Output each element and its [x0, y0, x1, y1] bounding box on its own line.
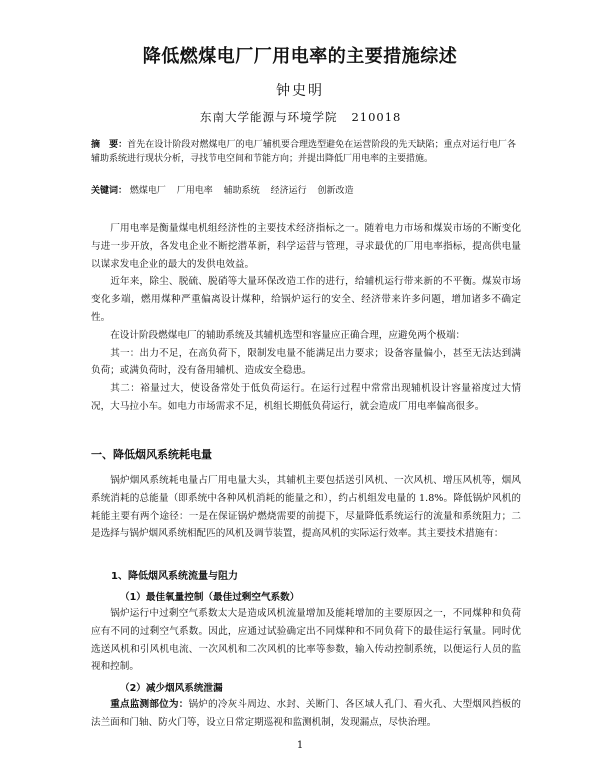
- abstract-label: 摘 要：: [91, 140, 128, 150]
- keyword-item: 创新改造: [317, 186, 354, 196]
- item-2-text: 锅炉的冷灰斗周边、水封、关断门、各区域人孔门、看火孔、大型烟风挡板的法兰面和门轴、防火门等，设立日常定期巡视和监测机制，发现漏点，尽快治理。: [91, 699, 522, 728]
- section-1-heading: 一、降低烟风系统耗电量: [91, 448, 212, 461]
- section-1-paragraph: [91, 472, 521, 543]
- item-2-heading: （2）减少烟风系统泄漏: [120, 683, 223, 694]
- item-1-heading: （1）最佳氧量控制（最佳过剩空气系数）: [120, 592, 300, 603]
- subsection-1-heading: 1、降低烟风系统流量与阻力: [111, 571, 238, 582]
- page-number: 1: [296, 740, 304, 751]
- affiliation-postcode: 210018: [351, 110, 402, 124]
- intro-paragraph-3: 在设计阶段燃煤电厂的辅助系统及其辅机选型和容量应正确合理，应避免两个极端：: [110, 329, 466, 341]
- affiliation-org: 东南大学能源与环境学院: [200, 110, 338, 124]
- paper-title: 降低燃煤电厂厂用电率的主要措施综述: [142, 46, 458, 67]
- intro-paragraph-5: 其二：裕量过大，使设备常处于低负荷运行。在运行过程中常常出现辅机设计容量裕度过大情况，大马拉小车。如电力市场需求不足，机组长期低负荷运行，就会造成厂用电率偏高很多。: [91, 383, 521, 412]
- keyword-item: 经济运行: [270, 186, 307, 196]
- abstract-text: 首先在设计阶段对燃煤电厂的电厂辅机要合理选型避免在运营阶段的先天缺陷；重点对运行电厂各辅助系统进行现状分析，寻找节电空间和节能方向；并提出降低厂用电率的主要措施。: [91, 140, 516, 164]
- intro-body: [91, 220, 521, 416]
- intro-paragraph-4: 其一：出力不足，在高负荷下，限制发电量不能满足出力要求；设备容量偏小，甚至无法达到满负荷；或满负荷时，没有备用辅机、造成安全稳患。: [91, 347, 521, 377]
- keywords-label: 关键词：: [91, 186, 128, 196]
- item-1-paragraph: [91, 605, 521, 676]
- keywords: [91, 184, 521, 198]
- intro-paragraph-2: 近年来，除尘、脱硫、脱硝等大量环保改造工作的进行，给辅机运行带来新的不平衡。煤炭市场变化多端，燃用煤种严重偏离设计煤种，给锅炉运行的安全、经济带来许多问题，增加诸多不确定性。: [91, 276, 521, 323]
- item-1-text: 锅炉运行中过剩空气系数太大是造成风机流量增加及能耗增加的主要原因之一，不同煤种和负荷应有不同的过剩空气系数。因此，应通过试验确定出不同煤种和不同负荷下的最佳运行氧量。同时优选送风机和引风机电流、一次风机和二次风机的比率等参数，输入传动控制系统，以便运行人员的监视和控制。: [91, 608, 521, 673]
- keyword-item: 燃煤电厂: [129, 186, 166, 196]
- keyword-item: 辅助系统: [223, 186, 260, 196]
- author-name: 钟史明: [276, 83, 324, 99]
- intro-paragraph-1: 厂用电率是衡量煤电机组经济性的主要技术经济指标之一。随着电力市场和煤炭市场的不断变化与进一步开放，各发电企业不断挖潜革新，科学运营与管理，寻求最优的厂用电率指标，提高供电量以谋求发电企业的最大的发供电效益。: [91, 223, 521, 270]
- abstract: [91, 138, 516, 166]
- item-2-paragraph: [91, 696, 521, 732]
- item-2-lead: 重点监测部位为：: [110, 699, 189, 710]
- item-2-text-block: [91, 696, 521, 732]
- keyword-item: 厂用电率: [176, 186, 213, 196]
- section-1-text: 锅炉烟风系统耗电量占厂用电量大头，其辅机主要包括送引风机、一次风机、增压风机等，烟风系统消耗的总能量（即系统中各种风机消耗的能量之和），约占机组发电量的 1.8%。降低锅炉风机的耗能主要有两个途径：一是在保证锅炉燃烧需要的前提下，尽量降低系统运行的流量和系统阻力；二是选择与锅炉烟风系统相配匹的风机及调节装置，提高风机的实际运行效率。其主要技术措施有：: [91, 475, 521, 540]
- affiliation: [200, 109, 420, 125]
